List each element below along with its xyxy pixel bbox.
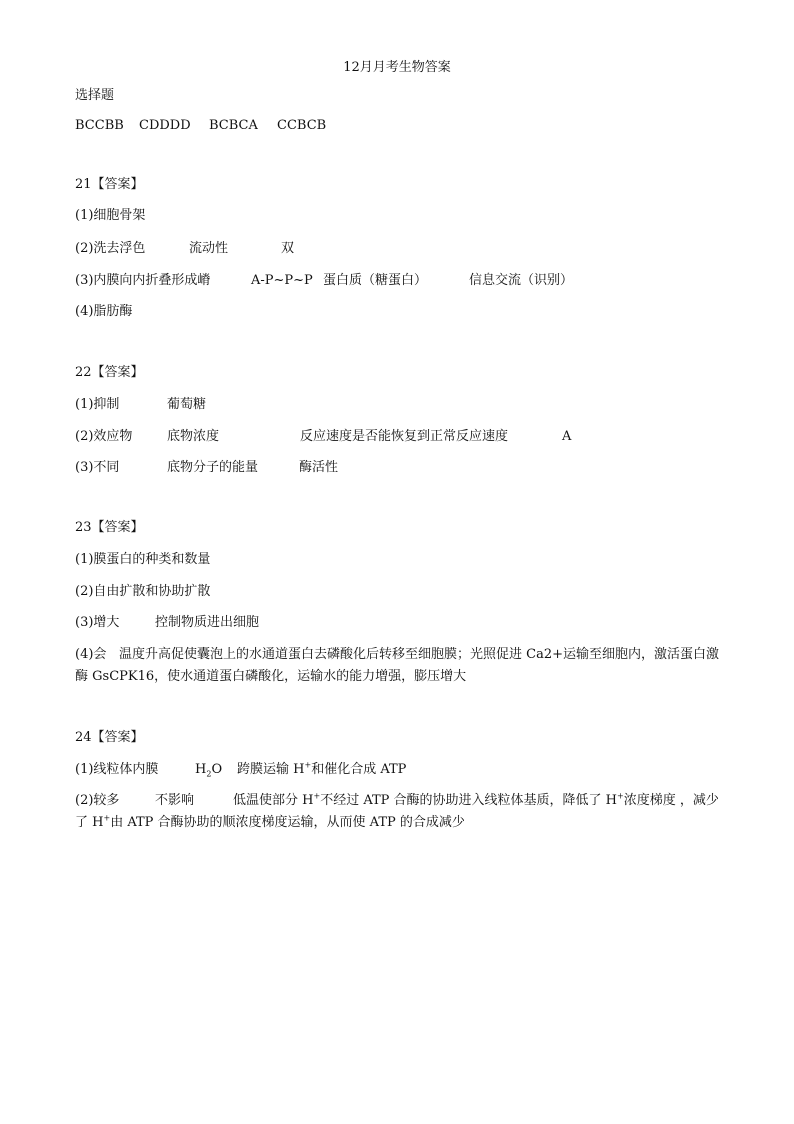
q22-a3-part-3: 酶活性 bbox=[299, 460, 339, 475]
q24-a2-p2: 不经过 ATP 合酶的协助进入线粒体基质，降低了 H bbox=[320, 793, 618, 808]
q24-a2-label: (2)较多 bbox=[75, 793, 120, 808]
q23-heading: 23【答案】 bbox=[75, 520, 144, 535]
q21-answer-3 bbox=[75, 273, 573, 289]
q24-answer-2 bbox=[75, 790, 725, 834]
q23-a3-part-1: (3)增大 bbox=[75, 615, 120, 630]
q21-a3-part-4: 信息交流（识别） bbox=[469, 273, 574, 288]
q21-a2-part-3: 双 bbox=[281, 241, 295, 256]
q22-answer-1 bbox=[75, 397, 206, 413]
q21-a3-part-3: 蛋白质（糖蛋白） bbox=[323, 273, 428, 288]
q24-a2-p1: 低温使部分 H bbox=[233, 793, 314, 808]
q23-a2-text: (2)自由扩散和协助扩散 bbox=[75, 584, 211, 599]
q23-a4-label: (4)会 bbox=[75, 647, 107, 662]
q24-a2-p4: 由 ATP 合酶协助的顺浓度梯度运输，从而使 ATP 的合成减少 bbox=[110, 815, 465, 830]
q24-a2-p3: 浓度梯度 ，减少了 H bbox=[75, 793, 719, 830]
q21-answer-1 bbox=[75, 208, 145, 224]
q24-a1-water-h: H bbox=[195, 762, 207, 777]
q24-a1-water-sub: 2 bbox=[206, 769, 212, 779]
choice-group-1: BCCBB bbox=[75, 118, 124, 133]
q23-answer-1 bbox=[75, 552, 210, 568]
q24-a2-part-b: 不影响 bbox=[155, 793, 195, 808]
q24-a1-water-o: O bbox=[211, 762, 223, 777]
q24-a2-sup3: + bbox=[103, 813, 111, 823]
choice-group-3: BCBCA bbox=[209, 118, 258, 133]
q21-answer-2 bbox=[75, 241, 294, 257]
q24-a2-sup1: + bbox=[313, 791, 321, 801]
q22-a1-part-1: (1)抑制 bbox=[75, 397, 120, 412]
q24-a1-label: (1)线粒体内膜 bbox=[75, 762, 159, 777]
q23-answer-3 bbox=[75, 615, 259, 631]
q24-answer-1 bbox=[75, 762, 406, 778]
choice-heading: 选择题 bbox=[75, 88, 115, 103]
q24-a1-water bbox=[195, 762, 237, 778]
q21-a4-text: (4)脂肪酶 bbox=[75, 304, 133, 319]
choice-group-4: CCBCB bbox=[277, 118, 327, 133]
q22-heading: 22【答案】 bbox=[75, 365, 144, 380]
q22-a2-part-4: A bbox=[562, 429, 572, 444]
q21-a2-part-2: 流动性 bbox=[189, 241, 229, 256]
q22-answer-2 bbox=[75, 429, 571, 445]
page-title: 12月月考生物答案 bbox=[343, 60, 451, 75]
q23-a4-text: 温度升高促使囊泡上的水通道蛋白去磷酸化后转移至细胞膜；光照促进 Ca2+运输至细胞内，激活蛋白激酶 GsCPK16，使水通道蛋白磷酸化，运输水的能力增强，膨压增大 bbox=[75, 647, 719, 684]
q21-heading: 21【答案】 bbox=[75, 177, 144, 192]
q24-a1-c-post: 和催化合成 ATP bbox=[311, 762, 407, 777]
q23-answer-2 bbox=[75, 584, 210, 600]
q24-heading: 24【答案】 bbox=[75, 730, 144, 745]
q21-a3-part-1: (3)内膜向内折叠形成嵴 bbox=[75, 273, 211, 288]
q22-a2-part-1: (2)效应物 bbox=[75, 429, 133, 444]
q22-answer-3 bbox=[75, 460, 338, 476]
q23-a3-part-2: 控制物质进出细胞 bbox=[155, 615, 260, 630]
q24-a1-sup: + bbox=[304, 760, 312, 770]
q22-a3-part-2: 底物分子的能量 bbox=[167, 460, 259, 475]
q21-answer-4 bbox=[75, 304, 132, 320]
q21-a1-text: (1)细胞骨架 bbox=[75, 208, 146, 223]
q22-a3-part-1: (3)不同 bbox=[75, 460, 120, 475]
q23-answer-4 bbox=[75, 644, 725, 688]
q22-a2-part-2: 底物浓度 bbox=[167, 429, 220, 444]
q24-a1-c-pre: 跨膜运输 H bbox=[237, 762, 305, 777]
q22-a1-part-2: 葡萄糖 bbox=[167, 397, 207, 412]
q23-a1-text: (1)膜蛋白的种类和数量 bbox=[75, 552, 211, 567]
choice-answers bbox=[75, 118, 326, 134]
q22-a2-part-3: 反应速度是否能恢复到正常反应速度 bbox=[300, 429, 509, 444]
choice-group-2: CDDDD bbox=[139, 118, 191, 133]
q21-a3-part-2: A-P~P~P bbox=[251, 273, 313, 288]
q24-a2-sup2: + bbox=[617, 791, 624, 801]
q21-a2-part-1: (2)洗去浮色 bbox=[75, 241, 146, 256]
